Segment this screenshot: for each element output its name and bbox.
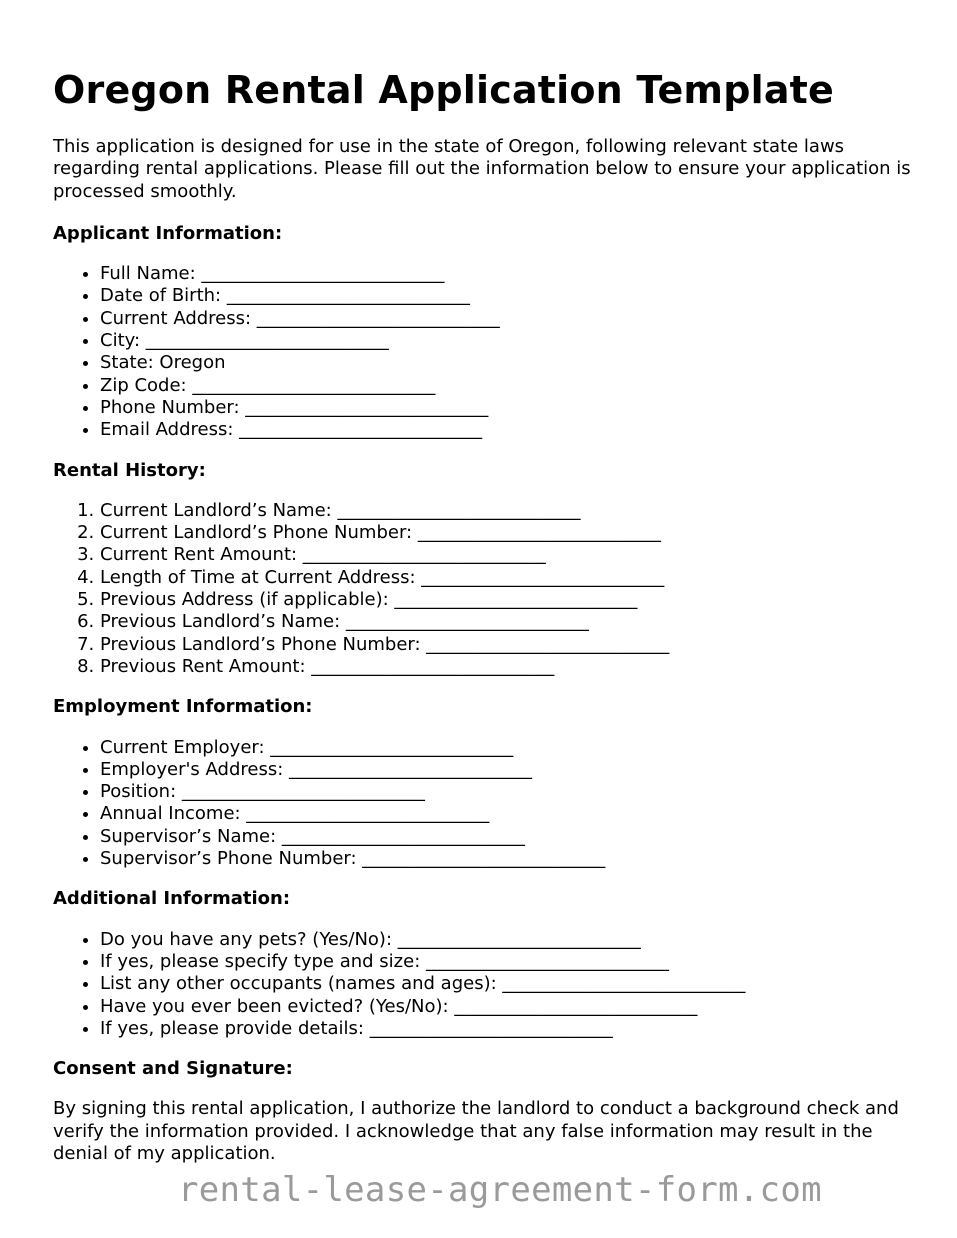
list-item-current-employer: • Current Employer: ___________________________ xyxy=(100,737,913,759)
applicant-list xyxy=(53,263,913,441)
consent-paragraph: By signing this rental application, I authorize the landlord to conduct a background check and verify the information provided. I acknowledge that any false information may result in the denial of my application. xyxy=(53,1098,899,1164)
list-item-previous-landlord-phone: 7. Previous Landlord’s Phone Number: ___________________________ xyxy=(100,634,913,656)
list-item-current-landlord-phone: 2. Current Landlord’s Phone Number: ___________________________ xyxy=(100,522,913,544)
list-item-previous-landlord-name: 6. Previous Landlord’s Name: ___________________________ xyxy=(100,611,913,633)
intro-paragraph: This application is designed for use in the state of Oregon, following relevant state laws regarding rental applications. Please fill out the information below to ensure your application is processed smoothly. xyxy=(53,136,911,202)
applicant-section-heading: Applicant Information: xyxy=(53,222,283,244)
rental-history-section-heading: Rental History: xyxy=(53,459,206,481)
list-item-supervisor-name: • Supervisor’s Name: ___________________________ xyxy=(100,826,913,848)
employment-section-heading: Employment Information: xyxy=(53,696,313,718)
list-item-employer-address: • Employer's Address: ___________________________ xyxy=(100,759,913,781)
watermark-text: rental-lease-agreement-form.com xyxy=(178,1170,822,1210)
list-item-full-name: • Full Name: ___________________________ xyxy=(100,263,913,285)
additional-section-heading: Additional Information: xyxy=(53,888,291,910)
list-item-current-address: • Current Address: ___________________________ xyxy=(100,308,913,330)
list-item-previous-rent-amount: 8. Previous Rent Amount: ___________________________ xyxy=(100,656,913,678)
list-item-phone-number: • Phone Number: ___________________________ xyxy=(100,397,913,419)
list-item-state: • State: Oregon xyxy=(100,352,913,374)
employment-list xyxy=(53,737,913,871)
list-item-previous-address: 5. Previous Address (if applicable): ___________________________ xyxy=(100,589,913,611)
list-item-pet-details: • If yes, please specify type and size: ___________________________ xyxy=(100,951,913,973)
list-item-zip-code: • Zip Code: ___________________________ xyxy=(100,375,913,397)
list-item-other-occupants: • List any other occupants (names and ages): ___________________________ xyxy=(100,973,913,995)
list-item-annual-income: • Annual Income: ___________________________ xyxy=(100,803,913,825)
list-item-city: • City: ___________________________ xyxy=(100,330,913,352)
list-item-current-rent-amount: 3. Current Rent Amount: ___________________________ xyxy=(100,544,913,566)
document-title: Oregon Rental Application Template xyxy=(53,68,835,112)
list-item-evicted: • Have you ever been evicted? (Yes/No): ___________________________ xyxy=(100,996,913,1018)
document-page xyxy=(53,66,913,1165)
list-item-email-address: • Email Address: ___________________________ xyxy=(100,419,913,441)
list-item-length-of-time: 4. Length of Time at Current Address: ___________________________ xyxy=(100,567,913,589)
list-item-eviction-details: • If yes, please provide details: ___________________________ xyxy=(100,1018,913,1040)
list-item-pets: • Do you have any pets? (Yes/No): ___________________________ xyxy=(100,929,913,951)
rental-history-list xyxy=(53,500,913,678)
list-item-position: • Position: ___________________________ xyxy=(100,781,913,803)
list-item-current-landlord-name: 1. Current Landlord’s Name: ___________________________ xyxy=(100,500,913,522)
additional-list xyxy=(53,929,913,1040)
consent-section-heading: Consent and Signature: xyxy=(53,1058,293,1080)
list-item-date-of-birth: • Date of Birth: ___________________________ xyxy=(100,285,913,307)
list-item-supervisor-phone: • Supervisor’s Phone Number: ___________________________ xyxy=(100,848,913,870)
